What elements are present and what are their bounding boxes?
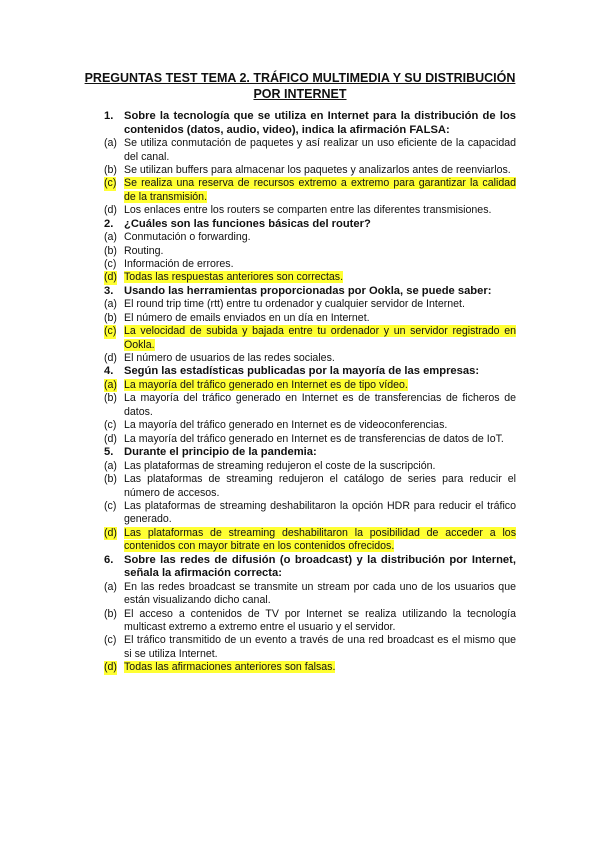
option-letter: (b) [104,392,117,405]
question-text: Durante el principio de la pandemia: [124,446,317,459]
option-text: La mayoría del tráfico generado en Internet es de tipo vídeo. [124,379,408,392]
option-text: Las plataformas de streaming deshabilitaron la posibilidad de acceder a los contenidos con mayor bitrate en los contenidos ofrecidos. [124,526,516,553]
option-letter: (a) [104,231,117,244]
option [104,137,516,164]
question-text: Sobre la tecnología que se utiliza en Internet para la distribución de los contenidos (datos, audio, video), indica la afirmación FALSA: [124,110,516,136]
question-5 [104,446,516,553]
option-letter: (c) [104,258,117,271]
option-highlighted-answer [104,271,516,284]
option-text: Las plataformas de streaming redujeron el coste de la suscripción. [124,459,436,472]
option [104,258,516,271]
option-text: Routing. [124,244,164,257]
option-letter: (b) [104,607,117,620]
question-list [104,110,516,675]
option-letter: (c) [104,634,117,647]
option-letter: (d) [104,526,117,539]
option-text: Las plataformas de streaming deshabilitaron la opción HDR para reducir el tráfico generado. [124,499,516,526]
option-text: En las redes broadcast se transmite un stream por cada uno de los usuarios que están visualizando dicho canal. [124,580,516,607]
option [104,245,516,258]
option-letter: (c) [104,177,117,190]
question-6 [104,554,516,675]
option [104,352,516,365]
question-number: 5. [104,446,114,459]
option-letter: (c) [104,325,117,338]
question-text: Según las estadísticas publicadas por la mayoría de las empresas: [124,365,480,378]
question-4 [104,365,516,446]
option-text: El número de usuarios de las redes sociales. [124,352,335,365]
option-text: La mayoría del tráfico generado en Internet es de videoconferencias. [124,419,448,432]
question-3 [104,285,516,366]
option-list [104,137,516,217]
option-list [104,298,516,365]
option-letter: (a) [104,298,117,311]
option-letter: (d) [104,352,117,365]
option-letter: (b) [104,311,117,324]
option [104,433,516,446]
question-number: 2. [104,217,114,230]
option-letter: (d) [104,432,117,445]
option-text: Conmutación o forwarding. [124,231,251,244]
option-text: La mayoría del tráfico generado en Internet es de transferencias de ficheros de datos. [124,392,516,418]
option-highlighted-answer [104,177,516,204]
option [104,164,516,177]
option-letter: (b) [104,164,117,176]
option [104,634,516,661]
option-text: El acceso a contenidos de TV por Internet se realiza utilizando la tecnología multicast extremo a extremo entre el usuario y el servidor. [124,607,516,633]
option-letter: (a) [104,580,117,593]
option-letter: (c) [104,419,117,432]
question-heading [104,446,516,460]
option-letter: (c) [104,499,117,512]
question-text: Sobre las redes de difusión (o broadcast) y la distribución por Internet, señala la afirmación correcta: [124,553,516,580]
option-text: Se utiliza conmutación de paquetes y así realizar un uso eficiente de la capacidad del canal. [124,137,516,163]
option [104,473,516,500]
question-text: Usando las herramientas proporcionadas por Ookla, se puede saber: [124,284,492,297]
option [104,312,516,325]
option-letter: (a) [104,137,117,150]
question-number: 3. [104,284,114,297]
option [104,581,516,608]
option-text: Todas las afirmaciones anteriores son falsas. [124,661,336,674]
option-text: Los enlaces entre los routers se comparten entre las diferentes transmisiones. [124,204,492,217]
option-list [104,460,516,554]
option-text: El número de emails enviados en un día en Internet. [124,311,370,324]
question-heading [104,218,516,232]
option-letter: (a) [104,379,117,392]
question-heading [104,365,516,379]
option [104,460,516,473]
option [104,608,516,635]
option-text: El round trip time (rtt) entre tu ordenador y cualquier servidor de Internet. [124,298,465,311]
question-number: 1. [104,110,114,122]
option [104,231,516,244]
option-list [104,581,516,675]
option-text: Información de errores. [124,258,234,271]
option-letter: (d) [104,661,117,674]
option-text: Se utilizan buffers para almacenar los paquetes y analizarlos antes de reenviarlos. [124,164,511,176]
option-list [104,379,516,446]
option-highlighted-answer [104,325,516,352]
option-letter: (d) [104,271,117,284]
option-text: La velocidad de subida y bajada entre tu ordenador y un servidor registrado en Ookla. [124,325,516,351]
question-number: 4. [104,365,114,378]
option-list [104,231,516,285]
option [104,298,516,311]
question-heading [104,285,516,299]
option [104,392,516,419]
option-letter: (b) [104,473,117,486]
question-heading [104,110,516,137]
option-text: Se realiza una reserva de recursos extremo a extremo para garantizar la calidad de la transmisión. [124,177,516,203]
option-text: Todas las respuestas anteriores son correctas. [124,271,344,284]
question-2 [104,218,516,285]
option-text: La mayoría del tráfico generado en Internet es de transferencias de datos de IoT. [124,432,504,445]
option-text: El tráfico transmitido de un evento a través de una red broadcast es el mismo que si se utiliza Internet. [124,634,516,660]
question-number: 6. [104,553,114,566]
option-highlighted-answer [104,661,516,674]
option-highlighted-answer [104,379,516,392]
option [104,500,516,527]
option-letter: (d) [104,204,117,217]
question-1 [104,110,516,218]
option-text: Las plataformas de streaming redujeron el catálogo de series para reducir el número de accesos. [124,473,516,499]
option-letter: (a) [104,459,117,472]
option [104,419,516,432]
option-letter: (b) [104,244,117,257]
option-highlighted-answer [104,527,516,554]
question-heading [104,554,516,581]
question-text: ¿Cuáles son las funciones básicas del router? [124,217,371,230]
page-title: PREGUNTAS TEST TEMA 2. TRÁFICO MULTIMEDIA Y SU DISTRIBUCIÓN POR INTERNET [84,71,516,101]
option [104,204,516,217]
